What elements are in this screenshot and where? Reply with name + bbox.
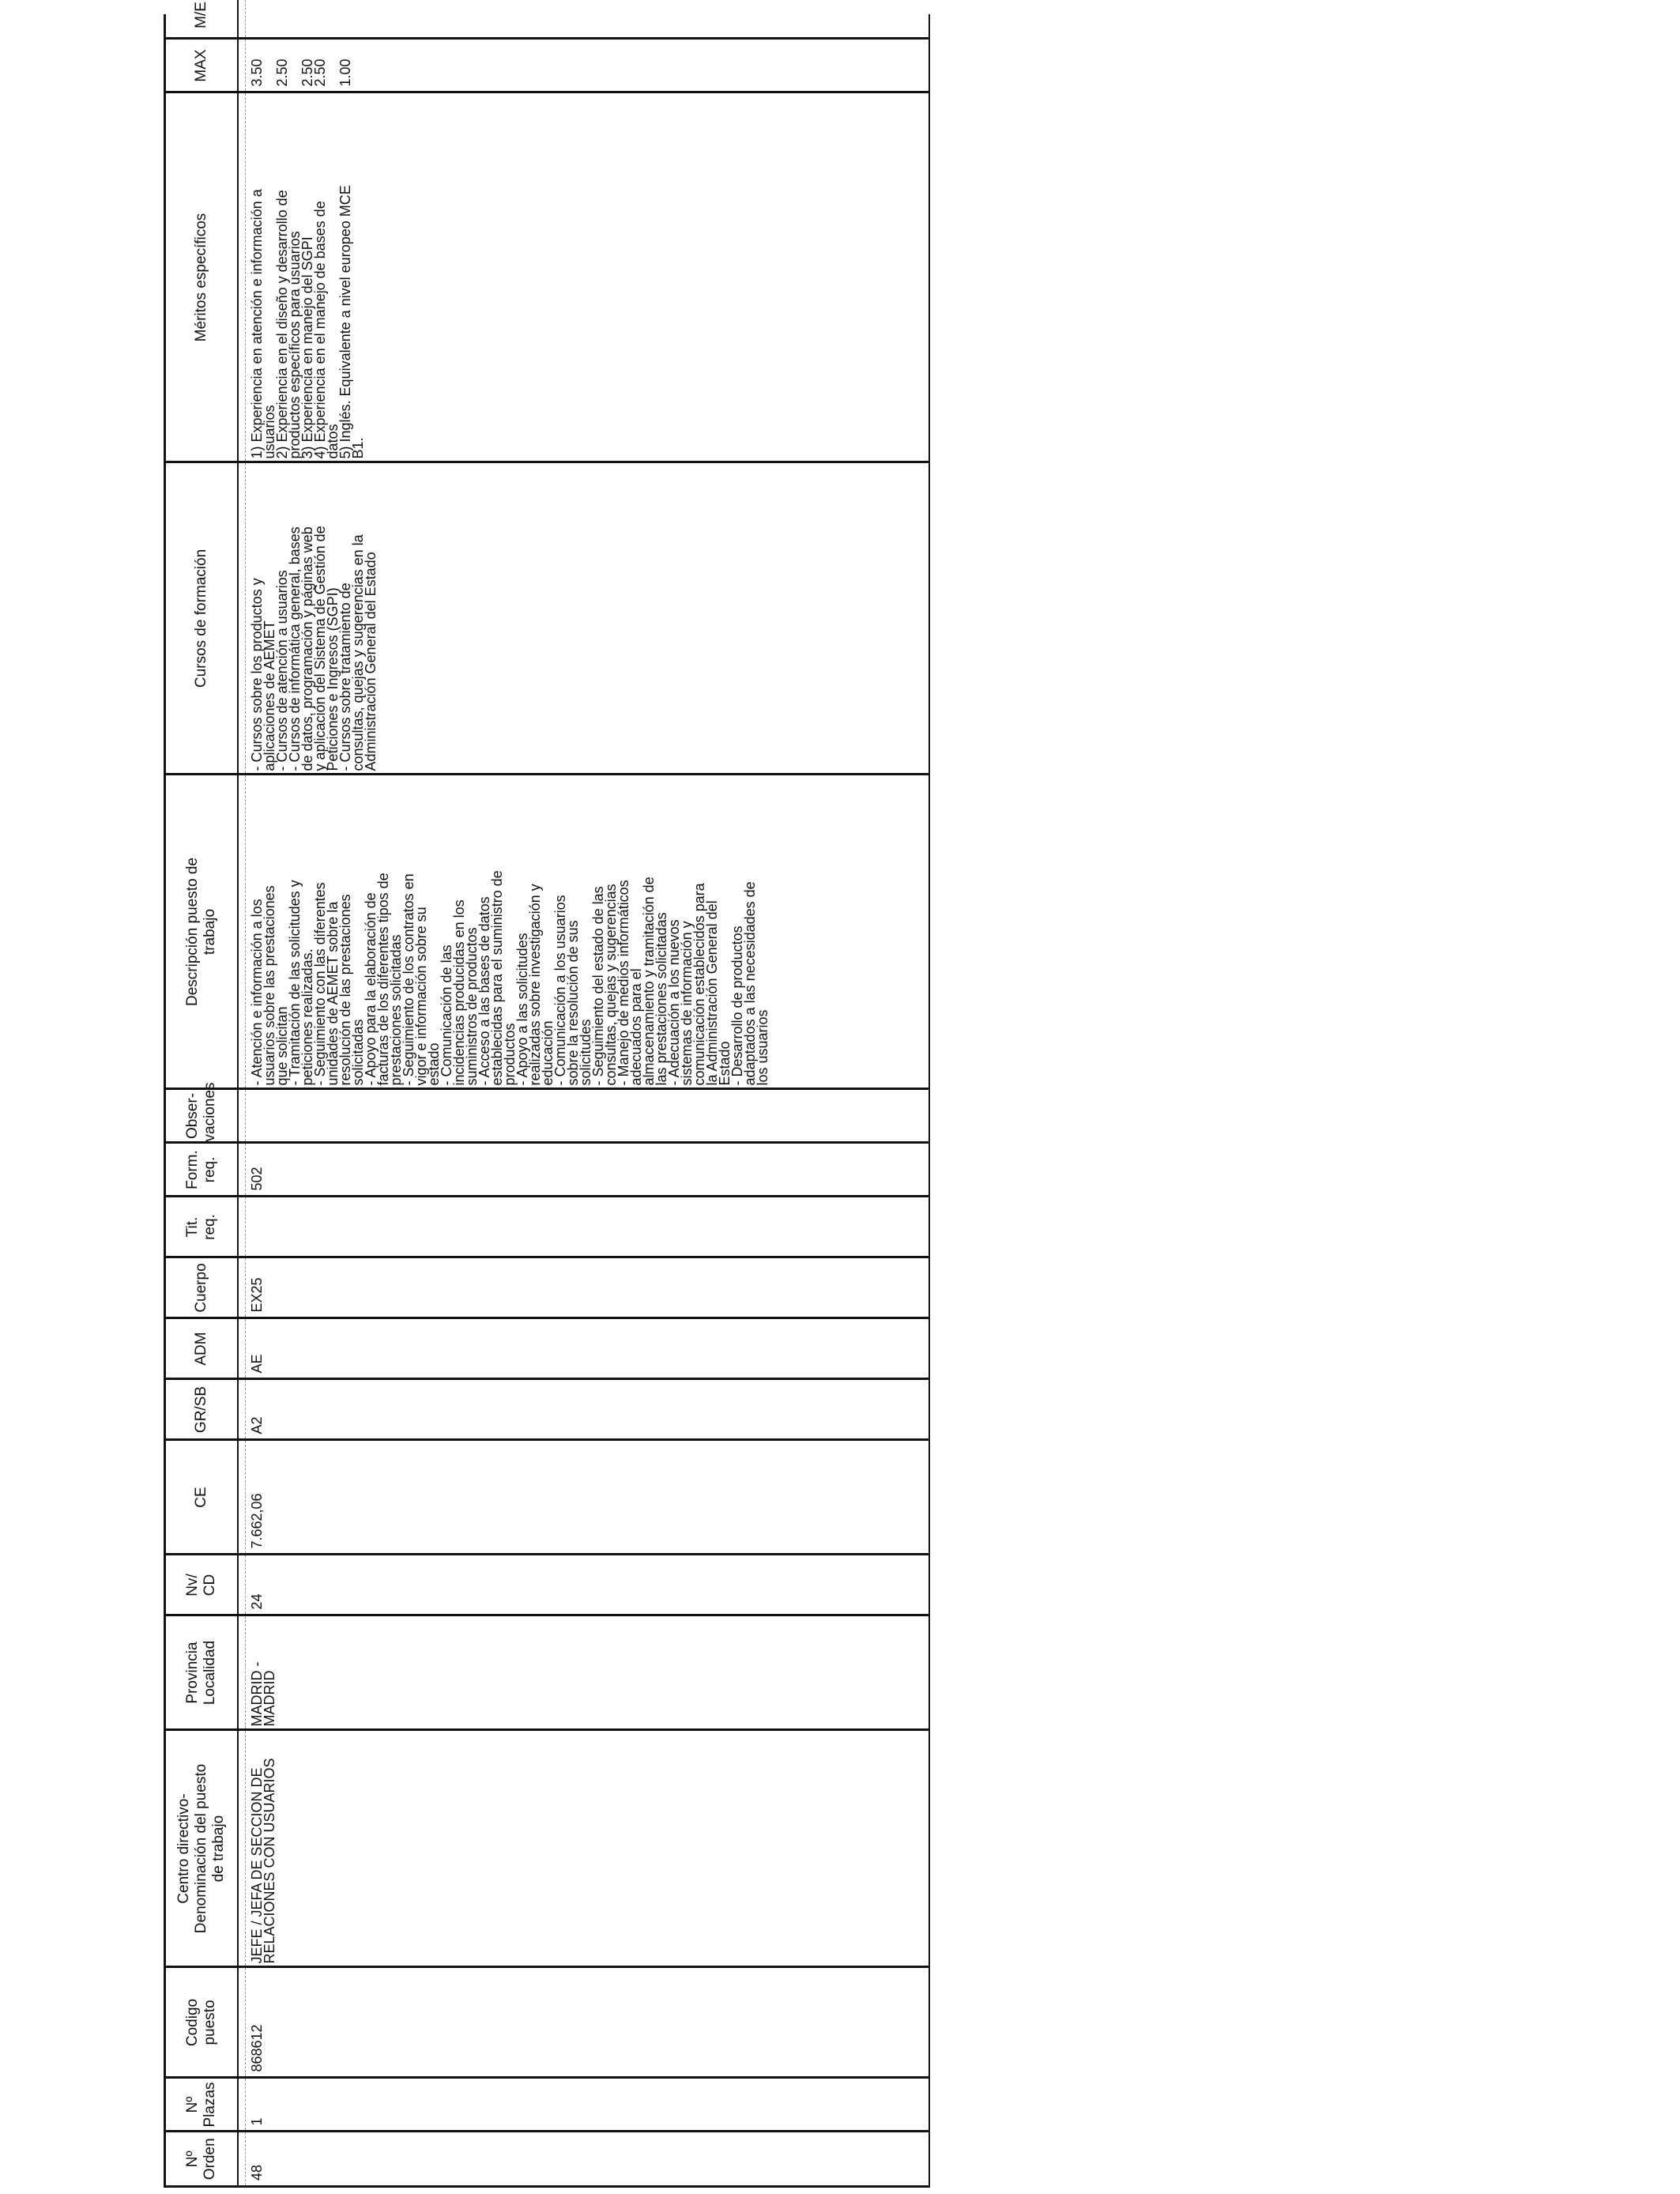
positions-table	[166, 0, 929, 2185]
cell-orden: 48	[246, 2132, 929, 2185]
cell-me	[246, 0, 929, 39]
table-sheet	[164, 2, 930, 2188]
header-nivel: Nv/ CD	[166, 1555, 238, 1615]
cell-ce: 7.662,06	[246, 1440, 929, 1555]
cell-adm: AE	[246, 1318, 929, 1379]
header-max: MAX	[166, 39, 238, 92]
header-formacion: Form. req.	[166, 1143, 238, 1197]
header-codigo: Codigo puesto	[166, 1967, 238, 2078]
header-plazas: Nº Plazas	[166, 2078, 238, 2132]
header-titulacion: Tit. req.	[166, 1197, 238, 1257]
header-row	[166, 0, 238, 2185]
cell-meritos: 1) Experiencia en atención e información a usuarios 2) Experiencia en el diseño y desarrollo de productos específicos para usuarios 3) Experiencia en manejo del SGPI 4) Experiencia en el manejo de bases de datos 5) Inglés. Equivalente a nivel europeo MCE B1.	[246, 92, 929, 462]
cell-provincia: MADRID - MADRID	[246, 1615, 929, 1730]
header-meritos: Méritos específicos	[166, 92, 238, 462]
header-me: M/E	[166, 0, 238, 39]
cell-cuerpo: EX25	[246, 1257, 929, 1318]
header-adm: ADM	[166, 1318, 238, 1379]
cell-observaciones	[246, 1089, 929, 1143]
header-provincia: Provincia Localidad	[166, 1615, 238, 1730]
cell-plazas: 1	[246, 2078, 929, 2132]
cell-cursos: - Cursos sobre los productos y aplicaciones de AEMET - Cursos de atención a usuarios - Cursos de informática general, bases de datos, programación y páginas web y aplicación del Sistema de Gestión de Peticiones e Ingresos (SGPI) - Cursos sobre tratamiento de consultas, quejas y sugerencias en la Administración General del Estado	[246, 462, 929, 775]
header-cursos: Cursos de formación	[166, 462, 238, 775]
header-observaciones: Obser- vaciones	[166, 1089, 238, 1143]
cell-codigo: 868612	[246, 1967, 929, 2078]
header-ce: CE	[166, 1440, 238, 1555]
cell-titulacion	[246, 1197, 929, 1257]
header-cuerpo: Cuerpo	[166, 1257, 238, 1318]
cell-nivel: 24	[246, 1555, 929, 1615]
header-grupo: GR/SB	[166, 1379, 238, 1440]
separator-row	[238, 0, 246, 2185]
header-orden: Nº Orden	[166, 2132, 238, 2185]
header-descripcion: Descripción puesto de trabajo	[166, 775, 238, 1089]
cell-descripcion: - Atención e información a los usuarios sobre las prestaciones que solicitan - Tramitación de las solicitudes y peticiones realizadas. - Seguimiento con las diferentes unidades de AEMET sobre la resolución de las prestaciones solicitadas - Apoyo para la elaboración de facturas de los diferentes tipos de prestaciones solicitadas - Seguimiento de los contratos en vigor e información sobre su estado - Comunicación de las incidencias producidas en los suministros de productos - Acceso a las bases de datos establecidas para el suministro de productos - Apoyo a las solicitudes realizadas sobre investigación y educación - Comunicación a los usuarios sobre la resolución de sus solicitudes - Seguimiento del estado de las consultas, quejas y sugerencias - Manejo de medios informáticos adecuados para el almacenamiento y tramitación de las prestaciones solicitadas - Adecuación a los nuevos sistemas de información y comunicación establecidos para la Administración General del Estado - Desarrollo de productos adaptados a las necesidades de los usuarios	[246, 775, 929, 1089]
cell-max: 3.50 2.50 2.50 2.50 1.00	[246, 39, 929, 92]
header-centro: Centro directivo- Denominación del puesto de trabajo	[166, 1730, 238, 1967]
table-row	[246, 0, 929, 2185]
cell-grupo: A2	[246, 1379, 929, 1440]
cell-centro: JEFE / JEFA DE SECCION DE RELACIONES CON USUARIOS	[246, 1730, 929, 1967]
cell-formacion: 502	[246, 1143, 929, 1197]
